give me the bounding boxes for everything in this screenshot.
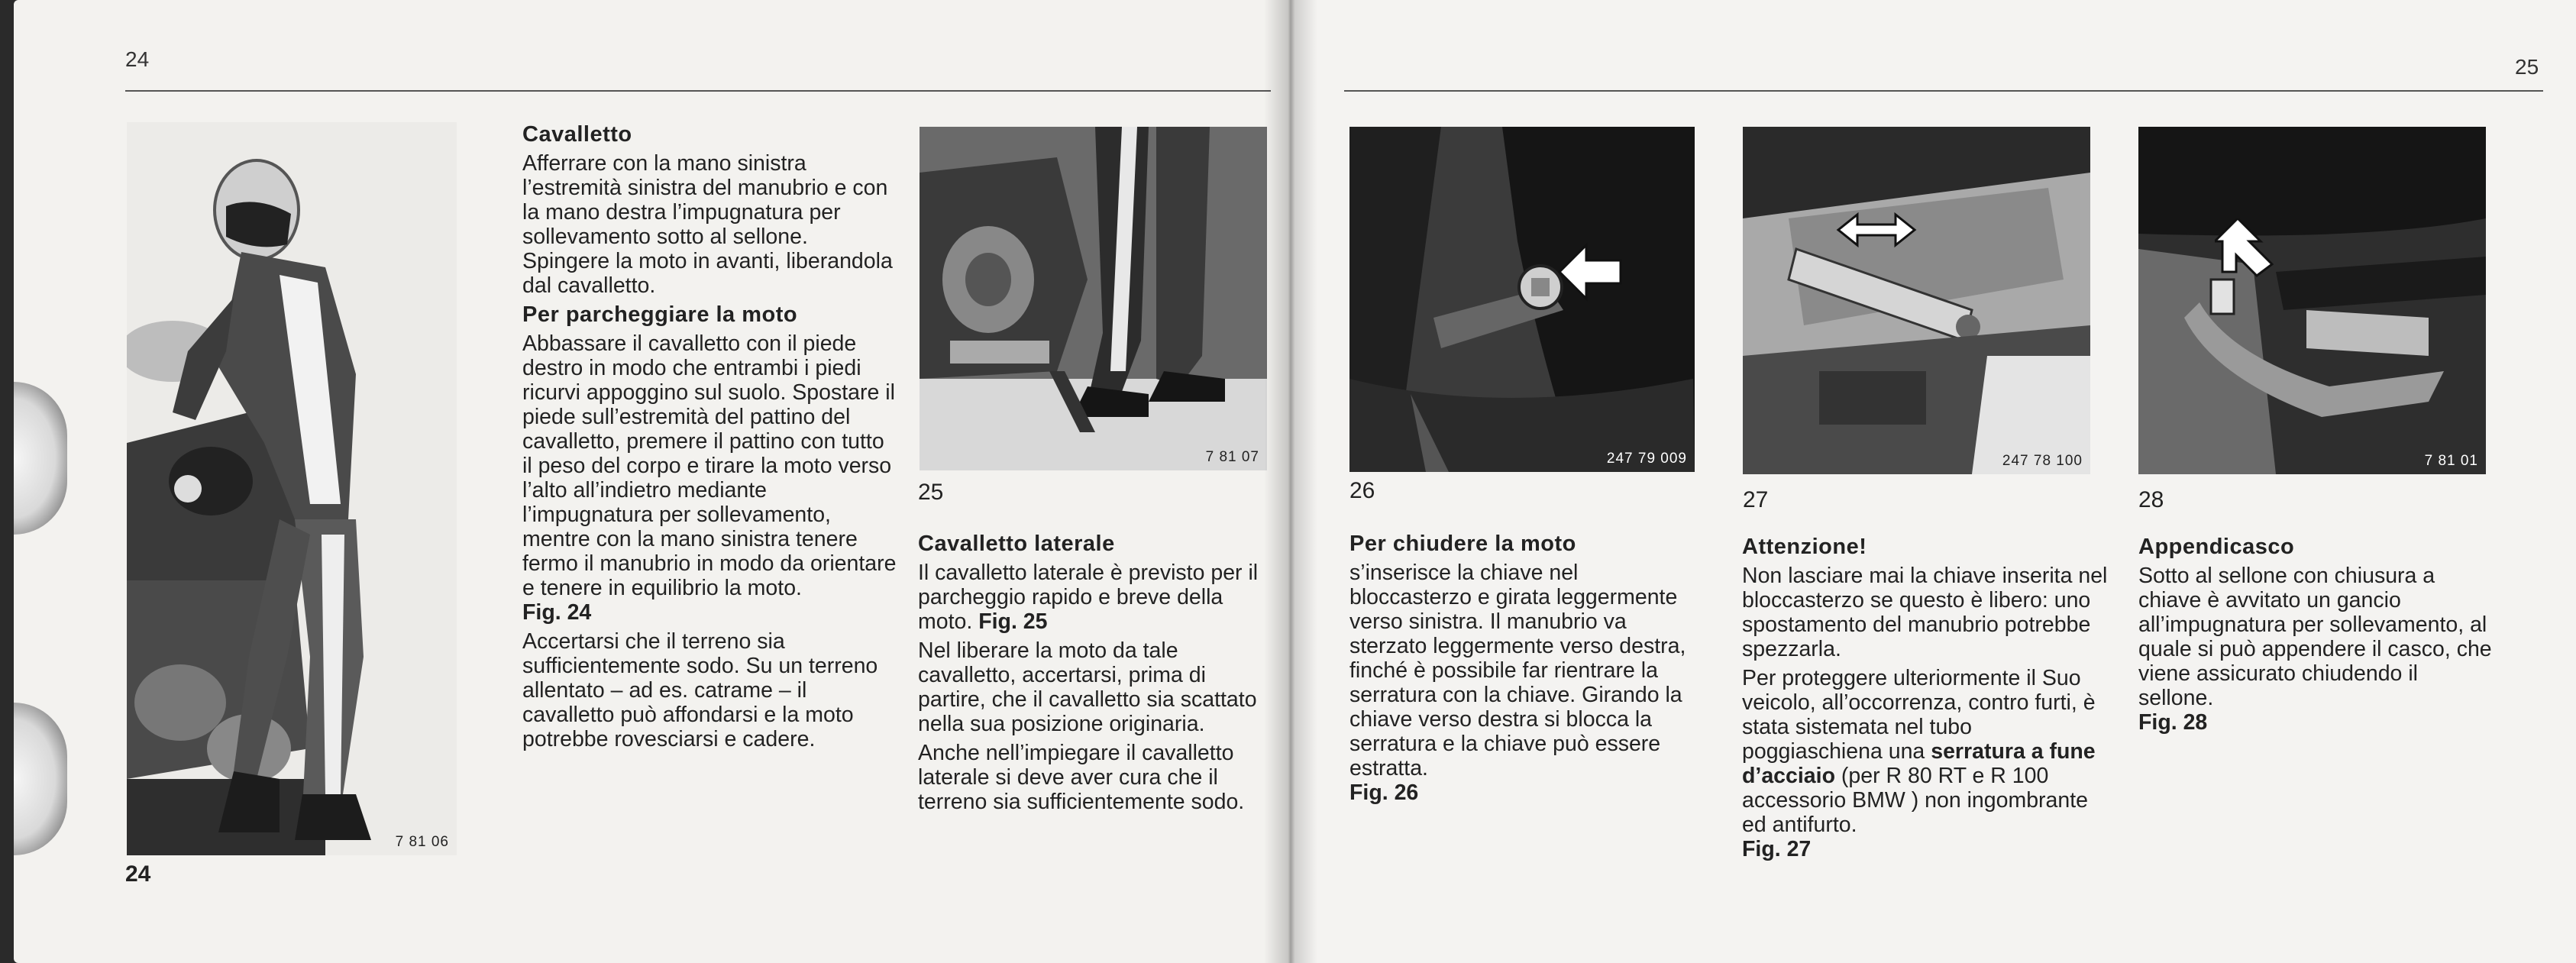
figure-24-code: 7 81 06 xyxy=(395,834,449,850)
paragraph-side-stand-release: Nel liberare la moto da tale cavalletto, accertarsi, prima di partire, che il cavalletto sia scattato nella sua posizione originaria. xyxy=(918,638,1257,736)
figure-28-code: 7 81 01 xyxy=(2424,453,2478,469)
page-number-bottom-left: 24 xyxy=(125,861,151,887)
figure-reference-28: Fig. 28 xyxy=(2138,710,2208,735)
figure-reference-27: Fig. 27 xyxy=(1742,837,1812,861)
figure-28-photo xyxy=(2138,127,2486,474)
figure-28-number: 28 xyxy=(2138,487,2164,512)
cable-lock-term: serratura a fune d’acciaio xyxy=(1742,739,2096,788)
heading-attention: Attenzione! xyxy=(1742,535,1867,559)
page-number-top-right: 25 xyxy=(2515,55,2539,79)
pointer-arrow-icon xyxy=(2215,218,2276,280)
binding-ring-upper xyxy=(14,382,67,535)
left-page xyxy=(14,0,1291,963)
figure-25-code: 7 81 07 xyxy=(1205,449,1259,465)
side-stand-illustration xyxy=(920,127,1267,470)
paragraph-ground-warning: Accertarsi che il terreno sia sufficientemente sodo. Su un terreno allentato – ad es. catrame – il cavalletto può affondarsi e la moto potrebbe rovesciarsi e cadere. xyxy=(522,629,878,751)
figure-reference-24: Fig. 24 xyxy=(522,600,592,625)
page-number-top-left: 24 xyxy=(125,47,150,71)
figure-25-number: 25 xyxy=(918,480,944,505)
header-rule xyxy=(125,90,1271,92)
paragraph-lock: s’inserisce la chiave nel bloccasterzo e girata leggermente verso sinistra. Il manubrio va sterzato leggermente verso destra, finché è possibile far rientrare la serratura con la chiave. Girando la chiave verso destra si blocca la serratura e la chiave può essere estratta. xyxy=(1349,561,1686,780)
figure-reference-25: Fig. 25 xyxy=(978,609,1048,634)
paragraph-side-stand-purpose: Il cavalletto laterale è previsto per il parcheggio rapido e breve della moto. xyxy=(918,561,1259,634)
paragraph-attention: Non lasciare mai la chiave inserita nel bloccasterzo se questo è libero: uno spostamento del manubrio potrebbe spezzarla. xyxy=(1742,564,2108,661)
paragraph-cable-lock-intro: Per proteggere ulteriormente il Suo veicolo, all’occorrenza, contro furti, è stata sistemata nel tubo poggiaschiena una xyxy=(1742,666,2096,764)
figure-26-photo xyxy=(1349,127,1695,472)
figure-25-photo xyxy=(920,127,1267,470)
figure-27-photo xyxy=(1743,127,2090,474)
text-column-side-stand xyxy=(918,532,1277,819)
pointer-arrow-icon xyxy=(1556,241,1624,302)
steering-lock-illustration xyxy=(1349,127,1695,472)
figure-24-photo xyxy=(127,122,457,855)
heading-parking: Per parcheggiare la moto xyxy=(522,302,798,327)
paragraph-cable-lock-detail: (per R 80 RT e R 100 accessorio BMW ) non ingombrante ed antifurto. xyxy=(1742,764,2089,837)
double-arrow-icon xyxy=(1834,211,1918,257)
paragraph-helmet-hook: Sotto al sellone con chiusura a chiave è avvitato un gancio all’impugnatura per sollevamento, al quale si può appendere il casco, che viene assicurato chiudendo il sellone. xyxy=(2138,564,2492,710)
heading-side-stand: Cavalletto laterale xyxy=(918,532,1115,556)
right-page xyxy=(1291,0,2576,963)
cable-lock-illustration xyxy=(1743,127,2090,474)
figure-27-code: 247 78 100 xyxy=(2002,453,2083,469)
figure-26-code: 247 79 009 xyxy=(1606,451,1687,467)
figure-27-number: 27 xyxy=(1743,487,1769,512)
helmet-hook-illustration xyxy=(2138,127,2486,474)
text-column-helmet-hook xyxy=(2138,535,2497,739)
figure-reference-26: Fig. 26 xyxy=(1349,780,1419,805)
figure-26-number: 26 xyxy=(1349,478,1375,503)
paragraph-release-stand: Afferrare con la mano sinistra l’estremità sinistra del manubrio e con la mano destra l’impugnatura per sollevamento sotto al sellone. Spingere la moto in avanti, liberandola dal cavalletto. xyxy=(522,151,893,298)
text-column-stand xyxy=(522,122,897,756)
header-rule-right xyxy=(1344,90,2543,92)
heading-lock: Per chiudere la moto xyxy=(1349,532,1576,556)
heading-cavalletto: Cavalletto xyxy=(522,122,632,147)
paragraph-side-stand-ground: Anche nell’impiegare il cavalletto laterale si deve aver cura che il terreno sia sufficientemente sodo. xyxy=(918,741,1245,814)
heading-helmet-hook: Appendicasco xyxy=(2138,535,2295,559)
text-column-attention xyxy=(1742,535,2109,866)
rider-with-motorcycle-illustration xyxy=(127,122,457,855)
paragraph-parking: Abbassare il cavalletto con il piede destro in modo che entrambi i piedi ricurvi appoggino sul suolo. Spostare il piede sull’estremità del pattino del cavalletto, premere il pattino con tutto il peso del corpo e tirare la moto verso l’alto all’indietro mediante l’impugnatura per sollevamento, mentre con la mano sinistra tenere fermo il manubrio in modo da orientare e tenere in equilibrio la moto. xyxy=(522,331,897,600)
text-column-lock xyxy=(1349,532,1701,810)
binding-ring-lower xyxy=(14,703,67,855)
